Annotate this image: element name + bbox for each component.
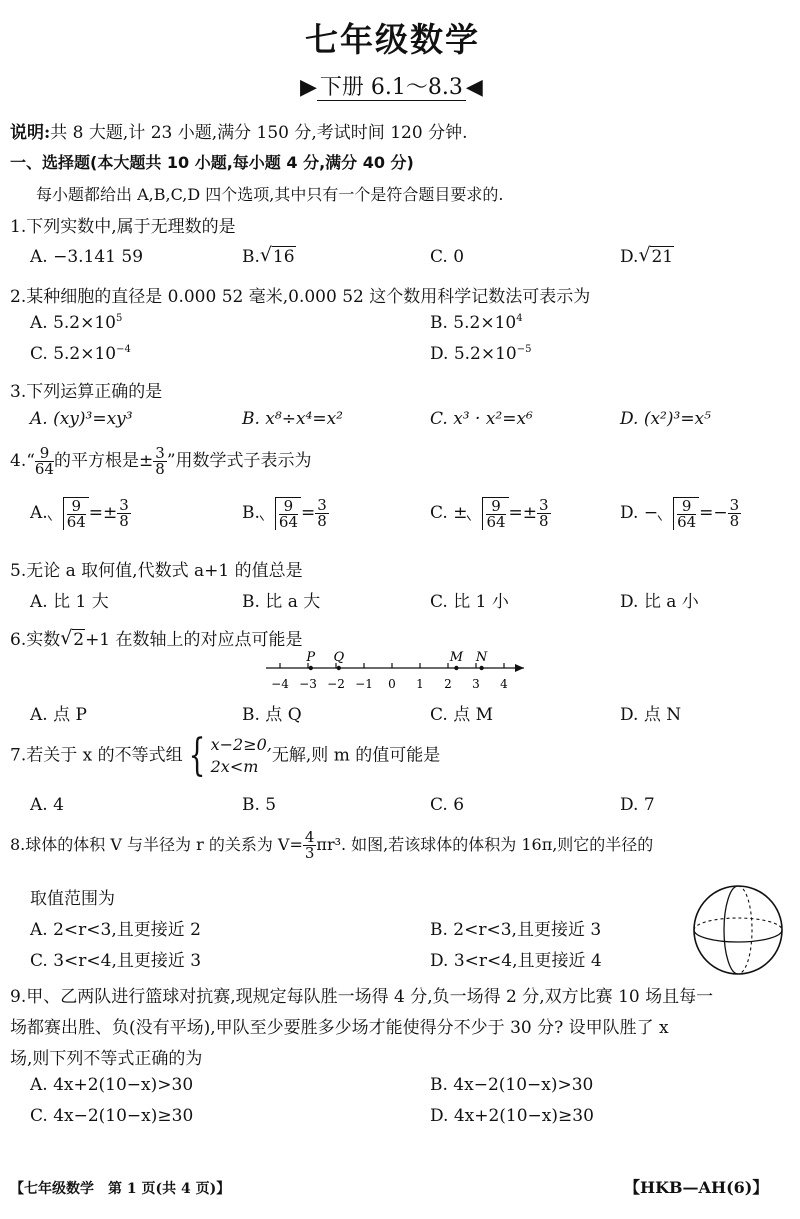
fraction xyxy=(486,499,505,530)
denominator: 3 xyxy=(304,844,315,862)
q7-option-c: C. 6 xyxy=(430,795,465,815)
numerator: 3 xyxy=(729,496,740,514)
instructions-text: 共 8 大题,计 23 小题,满分 150 分,考试时间 120 分钟. xyxy=(50,123,468,143)
q6-option-d: D. 点 N xyxy=(620,705,682,725)
fraction xyxy=(153,446,167,477)
instructions-label: 说明: xyxy=(10,123,51,143)
numerator: 3 xyxy=(155,444,165,462)
tick-label: −4 xyxy=(271,677,289,691)
sqrt-symbol xyxy=(260,247,296,267)
q6-stem-pre: 6.实数 xyxy=(10,630,61,650)
sqrt-symbol xyxy=(638,247,674,267)
radicand xyxy=(482,497,508,530)
q4-option-a xyxy=(30,497,131,530)
radicand xyxy=(673,497,699,530)
point-label-n: N xyxy=(475,650,488,665)
q6-option-c: C. 点 M xyxy=(430,705,494,725)
numerator: 3 xyxy=(539,496,549,514)
q1-option-c: C. 0 xyxy=(430,247,465,267)
denominator: 64 xyxy=(278,513,298,531)
point-label-m: M xyxy=(449,650,464,665)
option-label: C. ± xyxy=(430,503,468,523)
tick-label: −1 xyxy=(355,677,373,691)
q6-radicand: 2 xyxy=(73,630,85,650)
sqrt-symbol xyxy=(467,497,508,530)
denominator: 64 xyxy=(486,513,506,531)
q2-d-exp: −5 xyxy=(516,344,532,355)
number-line xyxy=(262,648,532,694)
subtitle xyxy=(300,70,483,101)
tick-label: −2 xyxy=(327,677,345,691)
option-label: A. xyxy=(30,503,48,523)
q9-stem-line2: 场都赛出胜、负(没有平场),甲队至少要胜多少场才能使得分不少于 30 分? 设甲队胜了 x xyxy=(10,1018,669,1038)
fraction xyxy=(728,498,742,529)
numerator: 9 xyxy=(279,499,298,515)
radicand xyxy=(275,497,301,530)
inequality-1: x−2≥0, xyxy=(210,735,272,754)
q3-stem: 3.下列运算正确的是 xyxy=(10,382,163,402)
q2-option-a xyxy=(30,313,122,333)
q7-option-a: A. 4 xyxy=(30,795,64,815)
q9-option-d: D. 4x+2(10−x)≥30 xyxy=(430,1106,594,1126)
denominator: 8 xyxy=(155,460,165,478)
tick-label: 3 xyxy=(472,677,480,691)
q8-stem xyxy=(10,830,653,861)
q1-d-label: D. xyxy=(620,247,639,267)
point-p xyxy=(309,666,313,670)
q9-option-b: B. 4x−2(10−x)>30 xyxy=(430,1075,594,1095)
q3-option-a: A. (xy)³=xy³ xyxy=(30,409,133,429)
q2-option-b xyxy=(430,313,523,333)
numerator: 3 xyxy=(119,496,129,514)
tick-label: 0 xyxy=(388,677,396,691)
numerator: 9 xyxy=(486,499,505,515)
sphere-meridian-front xyxy=(724,886,738,974)
q8-stem-pre: 8.球体的体积 V 与半径为 r 的关系为 V= xyxy=(10,835,303,854)
q7-stem-post: 无解,则 m 的值可能是 xyxy=(271,745,441,766)
fraction xyxy=(677,499,696,530)
q5-stem: 5.无论 a 取何值,代数式 a+1 的值总是 xyxy=(10,561,303,581)
q8-option-d: D. 3<r<4,且更接近 4 xyxy=(430,951,602,971)
q9-option-a: A. 4x+2(10−x)>30 xyxy=(30,1075,194,1095)
q2-stem: 2.某种细胞的直径是 0.000 52 毫米,0.000 52 这个数用科学记数法可表示为 xyxy=(10,287,591,307)
q3-option-b: B. x⁸÷x⁴=x² xyxy=(242,409,343,429)
footer-page-info: 【七年级数学 第 1 页(共 4 页)】 xyxy=(10,1181,231,1197)
sqrt-symbol xyxy=(260,497,301,530)
q2-option-c xyxy=(30,344,131,364)
sqrt-symbol xyxy=(48,497,89,530)
sqrt-symbol xyxy=(658,497,699,530)
point-q xyxy=(337,666,341,670)
q9-option-c: C. 4x−2(10−x)≥30 xyxy=(30,1106,194,1126)
q4-option-c xyxy=(430,497,551,530)
fraction xyxy=(279,499,298,530)
equals: = xyxy=(301,503,316,523)
brace-symbol: { xyxy=(188,730,206,781)
q2-b-exp: 4 xyxy=(516,313,523,324)
tick-label: 1 xyxy=(416,677,424,691)
q6-option-a: A. 点 P xyxy=(30,705,87,725)
q5-option-d: D. 比 a 小 xyxy=(620,592,699,612)
q3-option-c: C. x³ · x²=x⁶ xyxy=(430,409,533,429)
option-label: B. xyxy=(242,503,260,523)
q2-a-base: A. 5.2×10 xyxy=(30,313,116,333)
fraction xyxy=(117,498,131,529)
arrow-left-icon: ◀ xyxy=(465,75,483,100)
q1-option-d xyxy=(620,247,674,267)
q2-a-exp: 5 xyxy=(116,313,123,324)
inequality-2: 2x<m xyxy=(210,757,259,776)
q6-stem xyxy=(10,625,303,650)
equals: =± xyxy=(508,503,538,523)
option-label: D. − xyxy=(620,503,659,523)
equals: =− xyxy=(699,503,728,523)
q2-b-base: B. 5.2×10 xyxy=(430,313,517,333)
q4-stem xyxy=(10,446,312,477)
point-n xyxy=(479,666,483,670)
q7-option-d: D. 7 xyxy=(620,795,655,815)
arrow-right-icon: ▶ xyxy=(300,75,317,100)
inequality-system xyxy=(211,734,272,778)
denominator: 8 xyxy=(119,512,129,530)
q3-option-d: D. (x²)³=x⁵ xyxy=(620,409,711,429)
q7-stem xyxy=(10,730,441,781)
q1-option-a: A. −3.141 59 xyxy=(30,247,144,267)
denominator: 64 xyxy=(34,460,55,478)
numerator: 9 xyxy=(35,446,54,462)
q5-option-b: B. 比 a 大 xyxy=(242,592,321,612)
numerator: 4 xyxy=(304,828,315,846)
tick-label: 4 xyxy=(500,677,508,691)
sphere-figure xyxy=(690,882,786,978)
q6-option-b: B. 点 Q xyxy=(242,705,302,725)
point-label-q: Q xyxy=(333,650,345,665)
tick-label: 2 xyxy=(444,677,452,691)
footer-code: 【HKB—AH(6)】 xyxy=(624,1178,769,1197)
section-title: 一、选择题(本大题共 10 小题,每小题 4 分,满分 40 分) xyxy=(10,153,414,172)
exam-instructions xyxy=(10,118,467,143)
q4-option-b xyxy=(242,497,329,530)
q4-stem-pre: 4.“ xyxy=(10,451,35,471)
q8-option-c: C. 3<r<4,且更接近 3 xyxy=(30,951,202,971)
q1-b-label: B. xyxy=(242,247,260,267)
q4-stem-post: ”用数学式子表示为 xyxy=(166,451,312,471)
q9-stem-line3: 场,则下列不等式正确的为 xyxy=(10,1049,203,1069)
fraction xyxy=(67,499,86,530)
equals: =± xyxy=(88,503,118,523)
q5-option-a: A. 比 1 大 xyxy=(30,592,109,612)
denominator: 8 xyxy=(729,512,740,530)
page-title: 七年级数学 xyxy=(305,20,480,59)
sphere-equator-back xyxy=(694,918,782,930)
q1-d-radicand: 21 xyxy=(651,247,674,267)
q9-stem-line1: 9.甲、乙两队进行篮球对抗赛,现规定每队胜一场得 4 分,负一场得 2 分,双方比赛 10 场且每一 xyxy=(10,987,714,1007)
sphere-equator-front xyxy=(694,930,782,942)
numerator: 3 xyxy=(317,496,327,514)
q2-c-exp: −4 xyxy=(116,344,131,355)
numerator: 9 xyxy=(677,499,696,515)
q8-option-b: B. 2<r<3,且更接近 3 xyxy=(430,920,602,940)
sphere-meridian-back xyxy=(738,886,752,974)
tick-label: −3 xyxy=(299,677,317,691)
subtitle-text: 下册 6.1～8.3 xyxy=(317,75,466,101)
denominator: 8 xyxy=(539,512,549,530)
sqrt-symbol xyxy=(60,630,85,650)
q6-stem-post: +1 在数轴上的对应点可能是 xyxy=(85,630,303,650)
q1-stem: 1.下列实数中,属于无理数的是 xyxy=(10,217,236,237)
arrow-head-icon xyxy=(515,664,524,672)
fraction xyxy=(537,498,551,529)
q4-stem-mid: 的平方根是± xyxy=(54,451,154,471)
denominator: 8 xyxy=(317,512,327,530)
q2-option-d xyxy=(430,344,532,364)
fraction xyxy=(303,830,317,861)
q8-stem-line2: 取值范围为 xyxy=(30,889,115,909)
point-label-p: P xyxy=(306,650,316,665)
q7-stem-pre: 7.若关于 x 的不等式组 xyxy=(10,745,183,766)
q2-c-base: C. 5.2×10 xyxy=(30,344,117,364)
point-m xyxy=(454,666,458,670)
denominator: 64 xyxy=(66,513,86,531)
q8-stem-post: πr³. 如图,若该球体的体积为 16π,则它的半径的 xyxy=(316,835,654,854)
section-note: 每小题都给出 A,B,C,D 四个选项,其中只有一个是符合题目要求的. xyxy=(36,185,504,204)
radicand xyxy=(63,497,89,530)
sphere-outline xyxy=(694,886,782,974)
q1-option-b xyxy=(242,247,296,267)
numerator: 9 xyxy=(67,499,86,515)
denominator: 64 xyxy=(677,513,697,531)
fraction xyxy=(35,446,54,477)
q2-d-base: D. 5.2×10 xyxy=(430,344,517,364)
q7-option-b: B. 5 xyxy=(242,795,277,815)
q4-option-d xyxy=(620,497,741,530)
fraction xyxy=(315,498,329,529)
q1-b-radicand: 16 xyxy=(272,247,295,267)
q5-option-c: C. 比 1 小 xyxy=(430,592,509,612)
q8-option-a: A. 2<r<3,且更接近 2 xyxy=(30,920,201,940)
